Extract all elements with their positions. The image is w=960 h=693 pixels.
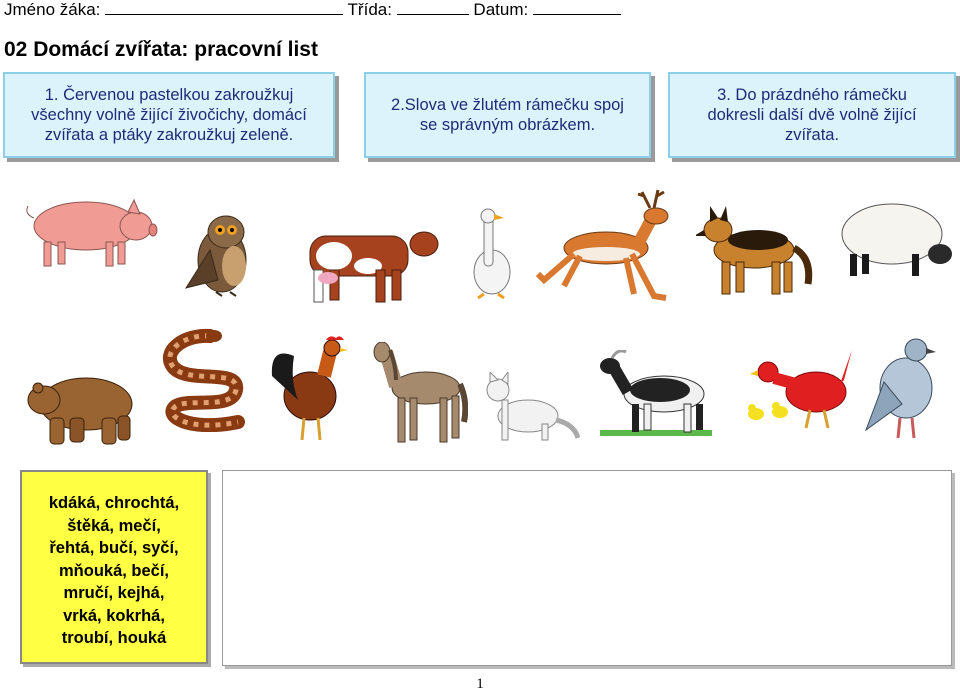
hen-with-chicks-icon[interactable] <box>744 344 856 432</box>
dog-icon[interactable] <box>696 204 814 298</box>
instruction-box-3 <box>668 72 956 158</box>
instruction-box-2 <box>364 72 651 158</box>
word-line: řehtá, bučí, syčí, <box>49 539 179 557</box>
drawing-box[interactable] <box>222 470 952 666</box>
cow-icon[interactable] <box>298 222 442 308</box>
instruction-line: dokresli další dvě volně žijící <box>707 106 917 124</box>
goose-icon[interactable] <box>468 206 514 300</box>
date-label: Datum: <box>473 0 529 19</box>
rooster-icon[interactable] <box>266 336 348 442</box>
name-blank[interactable] <box>105 0 343 15</box>
bear-icon[interactable] <box>24 366 136 446</box>
instruction-line: se správným obrázkem. <box>419 116 596 134</box>
class-label: Třída: <box>347 0 392 19</box>
name-label: Jméno žáka: <box>4 0 101 19</box>
instruction-line: zvířata a ptáky zakroužkuj zeleně. <box>44 126 294 144</box>
word-line: vrká, kokrhá, <box>63 606 165 625</box>
sheep-icon[interactable] <box>836 196 958 280</box>
word-line: mňouká, bečí, <box>58 561 170 580</box>
instruction-line: všechny volně žijící živočichy, domácí <box>31 106 307 124</box>
instruction-line: zvířata. <box>784 126 840 144</box>
word-line: štěká, mečí, <box>67 516 161 535</box>
pig-icon[interactable] <box>18 188 158 270</box>
page-number: 1 <box>476 676 484 692</box>
word-line: kdáká, chrochtá, <box>48 494 180 512</box>
owl-icon[interactable] <box>176 210 258 298</box>
horse-icon[interactable] <box>372 342 468 446</box>
instruction-box-1 <box>3 72 335 158</box>
word-box <box>20 470 208 664</box>
pigeon-icon[interactable] <box>860 334 942 442</box>
date-blank[interactable] <box>533 0 621 15</box>
goat-icon[interactable] <box>600 350 724 440</box>
instruction-line: 3. Do prázdného rámečku <box>717 86 907 104</box>
word-line: troubí, houká <box>61 629 167 647</box>
snake-icon[interactable] <box>150 328 254 432</box>
instruction-line: 1. Červenou pastelkou zakroužkuj <box>44 86 294 104</box>
class-blank[interactable] <box>397 0 469 15</box>
student-info-line <box>4 0 621 20</box>
page-title: 02 Domácí zvířata: pracovní list <box>4 38 318 61</box>
cat-icon[interactable] <box>484 372 580 444</box>
word-line: mručí, kejhá, <box>63 584 165 602</box>
deer-icon[interactable] <box>534 188 674 304</box>
instruction-line: 2.Slova ve žlutém rámečku spoj <box>391 96 624 114</box>
